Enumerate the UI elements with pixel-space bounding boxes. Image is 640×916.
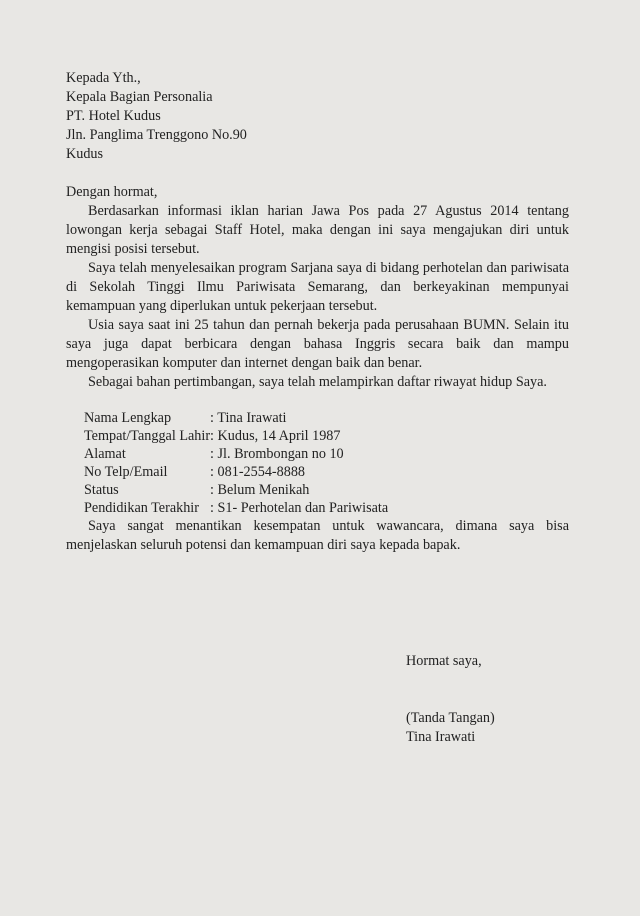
recipient-address — [66, 69, 569, 164]
biodata-row — [84, 409, 388, 427]
paragraph-closing: Saya sangat menantikan kesempatan untuk wawancara, dimana saya bisa menjelaskan seluruh potensi dan kemampuan diri saya kepada bapak. — [66, 518, 569, 553]
biodata-value: : Kudus, 14 April 1987 — [210, 428, 341, 444]
biodata-label: Tempat/Tanggal Lahir — [84, 428, 211, 444]
biodata-value: : Belum Menikah — [210, 482, 310, 498]
recipient-line: Kepada Yth., — [66, 70, 141, 86]
biodata-row — [84, 427, 388, 445]
biodata-row — [84, 499, 388, 517]
letter-body — [66, 69, 569, 555]
recipient-line: Jln. Panglima Trenggono No.90 — [66, 127, 247, 143]
signer-name: Tina Irawati — [406, 729, 476, 745]
recipient-line: Kepala Bagian Personalia — [66, 89, 213, 105]
recipient-line: Kudus — [66, 146, 104, 162]
recipient-line: PT. Hotel Kudus — [66, 108, 161, 124]
salutation: Dengan hormat, — [66, 184, 158, 200]
biodata-label: Alamat — [84, 446, 126, 462]
paragraph-education: Saya telah menyelesaikan program Sarjana saya di bidang perhotelan dan pariwisata di Sekolah Tinggi Ilmu Pariwisata Semarang, dan berkeyakinan mempunyai kemampuan yang diperlukan untuk pekerjaan tersebut. — [66, 260, 569, 314]
biodata-row — [84, 481, 388, 499]
biodata-value: : 081-2554-8888 — [210, 464, 306, 480]
biodata-label: Status — [84, 482, 119, 498]
signature-placeholder: (Tanda Tangan) — [406, 710, 495, 726]
biodata-value: : S1- Perhotelan dan Pariwisata — [210, 500, 389, 516]
biodata-row — [84, 463, 388, 481]
biodata-label: Nama Lengkap — [84, 410, 172, 426]
biodata-row — [84, 445, 388, 463]
biodata-table — [84, 409, 388, 517]
paragraph-attachment: Sebagai bahan pertimbangan, saya telah melampirkan daftar riwayat hidup Saya. — [88, 374, 547, 390]
signature-block — [406, 652, 586, 747]
paragraph-experience: Usia saya saat ini 25 tahun dan pernah bekerja pada perusahaan BUMN. Selain itu saya juga dapat berbicara dengan bahasa Inggris secara baik dan mampu mengoperasikan komputer dan internet dengan baik dan benar. — [66, 317, 569, 371]
signoff-greeting: Hormat saya, — [406, 653, 482, 669]
biodata-label: No Telp/Email — [84, 464, 168, 480]
biodata-label: Pendidikan Terakhir — [84, 500, 199, 516]
biodata-value: : Tina Irawati — [210, 410, 287, 426]
paragraph-intro: Berdasarkan informasi iklan harian Jawa Pos pada 27 Agustus 2014 tentang lowongan kerja sebagai Staff Hotel, maka dengan ini saya mengajukan diri untuk mengisi posisi tersebut. — [66, 203, 569, 257]
biodata-value: : Jl. Brombongan no 10 — [210, 446, 344, 462]
